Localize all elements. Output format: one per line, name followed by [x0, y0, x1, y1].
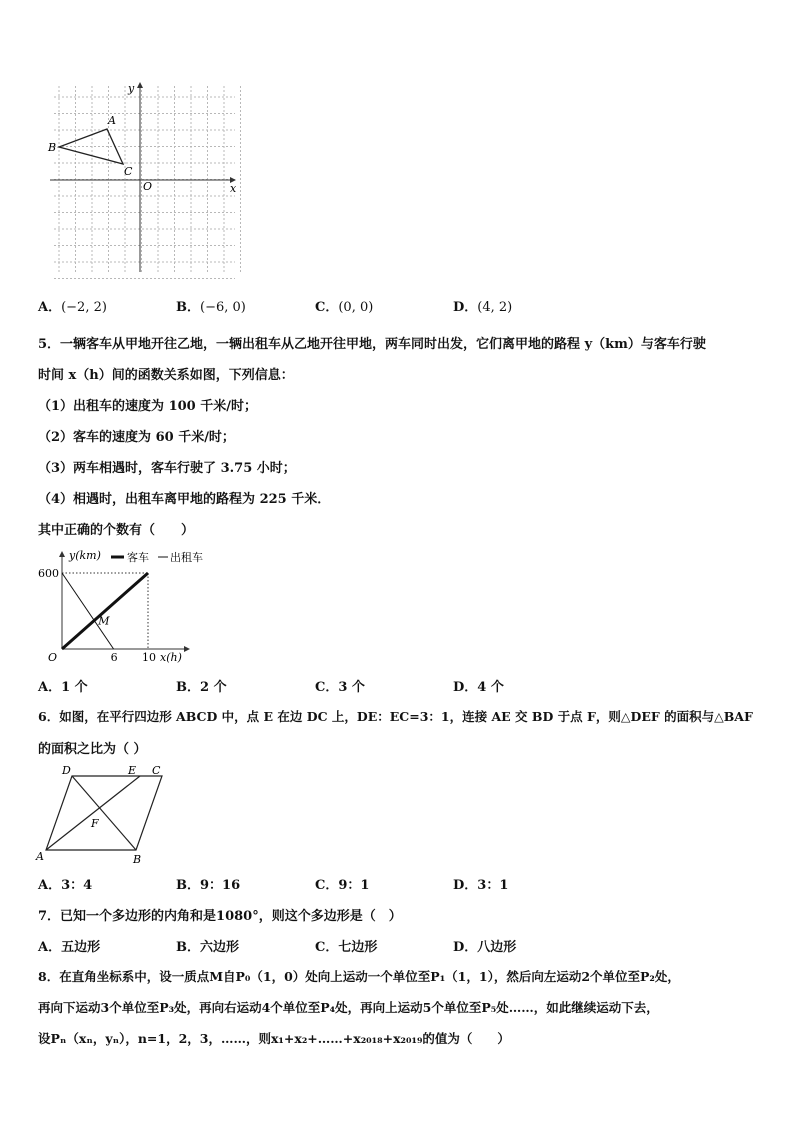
q6-option-c	[315, 874, 369, 893]
option-value: 八边形	[477, 940, 517, 955]
label-a: A	[36, 850, 44, 863]
q8-line2: 再向下运动3个单位至P₃处，再向右运动4个单位至P₄处，再向上运动5个单位至P₅处……，如此继续运动下去，	[38, 1000, 659, 1015]
option-value: 3 个	[338, 680, 365, 695]
q5-option-a	[38, 676, 88, 695]
q6-stem-line1: 6．如图，在平行四边形 ABCD 中，点 E 在边 DC 上，DE：EC=3：1，连接 AE 交 BD 于点 F，则△DEF 的面积与△BAF	[38, 709, 753, 724]
q5-info-3: （3）两车相遇时，客车行驶了 3.75 小时；	[38, 461, 296, 476]
option-value: (−6, 0)	[200, 300, 246, 315]
x-tick-label-6: 6	[110, 651, 118, 664]
label-c: C	[152, 764, 161, 777]
q5-option-d	[453, 676, 504, 695]
q7-option-d	[453, 936, 516, 955]
option-letter: C．	[315, 878, 339, 893]
option-letter: A．	[38, 300, 62, 315]
q6-stem-line2: 的面积之比为（ ）	[38, 742, 147, 757]
q5-distance-time-chart	[36, 545, 226, 667]
q5-question: 其中正确的个数有（ ）	[38, 523, 195, 538]
legend-taxi-label: 出租车	[170, 551, 203, 564]
option-value: 六边形	[200, 940, 240, 955]
q4-option-d	[453, 296, 512, 315]
q5-option-c	[315, 676, 365, 695]
option-letter: B．	[176, 680, 200, 695]
label-y: y	[128, 82, 135, 95]
option-value: (−2, 2)	[61, 300, 107, 315]
label-c: C	[124, 165, 133, 178]
chart-origin-label: O	[48, 651, 58, 664]
option-letter: B．	[176, 300, 200, 315]
label-e: E	[128, 764, 137, 777]
option-value: (0, 0)	[338, 300, 374, 315]
option-letter: C．	[315, 940, 339, 955]
option-letter: D．	[453, 940, 478, 955]
q7-option-a	[38, 936, 100, 955]
q5-stem-line1: 5．一辆客车从甲地开往乙地，一辆出租车从乙地开往甲地，两车同时出发，它们离甲地的路程 y（km）与客车行驶	[38, 337, 706, 352]
label-o: O	[143, 180, 153, 193]
y-tick-label-600: 600	[38, 567, 59, 580]
chart-y-label: y(km)	[69, 549, 101, 562]
option-value: 2 个	[200, 680, 227, 695]
q6-option-b	[176, 874, 240, 893]
legend-bus-label: 客车	[127, 551, 149, 564]
option-value: 9：1	[338, 878, 370, 893]
y-axis-arrow	[137, 82, 143, 88]
point-label-m: M	[98, 614, 110, 628]
option-letter: A．	[38, 878, 62, 893]
option-value: 五边形	[61, 940, 101, 955]
chart-x-label: x(h)	[160, 651, 182, 664]
option-value: 3：4	[61, 878, 93, 893]
q5-info-1: （1）出租车的速度为 100 千米/时；	[38, 399, 257, 414]
option-value: 七边形	[338, 940, 378, 955]
option-letter: D．	[453, 680, 478, 695]
q5-option-b	[176, 676, 227, 695]
q8-line3: 设Pₙ（xₙ，yₙ），n=1，2，3，……，则x₁+x₂+……+x₂₀₁₈+x₂₀₁₉的值为（ ）	[38, 1031, 510, 1046]
chart-x-arrow	[184, 646, 190, 652]
q4-coordinate-figure	[50, 82, 250, 277]
option-letter: B．	[176, 878, 200, 893]
q8-line1: 8．在直角坐标系中，设一质点M自P₀（1，0）处向上运动一个单位至P₁（1，1），然后向左运动2个单位至P₂处，	[38, 969, 680, 984]
option-letter: A．	[38, 940, 62, 955]
option-letter: D．	[453, 300, 478, 315]
label-a: A	[108, 114, 116, 127]
label-b: B	[48, 141, 57, 154]
option-value: 1 个	[61, 680, 88, 695]
q7-option-b	[176, 936, 239, 955]
option-letter: D．	[453, 878, 478, 893]
option-letter: C．	[315, 680, 339, 695]
q5-info-4: （4）相遇时，出租车离甲地的路程为 225 千米．	[38, 492, 331, 507]
series-bus-line	[62, 573, 148, 649]
q5-info-2: （2）客车的速度为 60 千米/时；	[38, 430, 235, 445]
q6-option-a	[38, 874, 92, 893]
option-letter: B．	[176, 940, 200, 955]
q4-option-a	[38, 296, 107, 315]
q4-option-c	[315, 296, 373, 315]
option-letter: C．	[315, 300, 339, 315]
option-value: 4 个	[477, 680, 504, 695]
q7-stem: 7．已知一个多边形的内角和是1080°，则这个多边形是（ ）	[38, 909, 402, 924]
label-b: B	[133, 853, 142, 866]
q5-stem-line2: 时间 x（h）间的函数关系如图，下列信息：	[38, 368, 294, 383]
option-value: 9：16	[200, 878, 241, 893]
option-value: (4, 2)	[477, 300, 513, 315]
label-f: F	[91, 817, 99, 830]
label-x: x	[230, 182, 237, 195]
label-d: D	[62, 764, 71, 777]
chart-y-arrow	[59, 551, 65, 557]
q7-option-c	[315, 936, 377, 955]
x-tick-label-10: 10	[142, 651, 156, 664]
q4-option-b	[176, 296, 246, 315]
q6-option-d	[453, 874, 508, 893]
option-letter: A．	[38, 680, 62, 695]
q6-parallelogram-figure	[34, 762, 174, 867]
option-value: 3：1	[477, 878, 509, 893]
